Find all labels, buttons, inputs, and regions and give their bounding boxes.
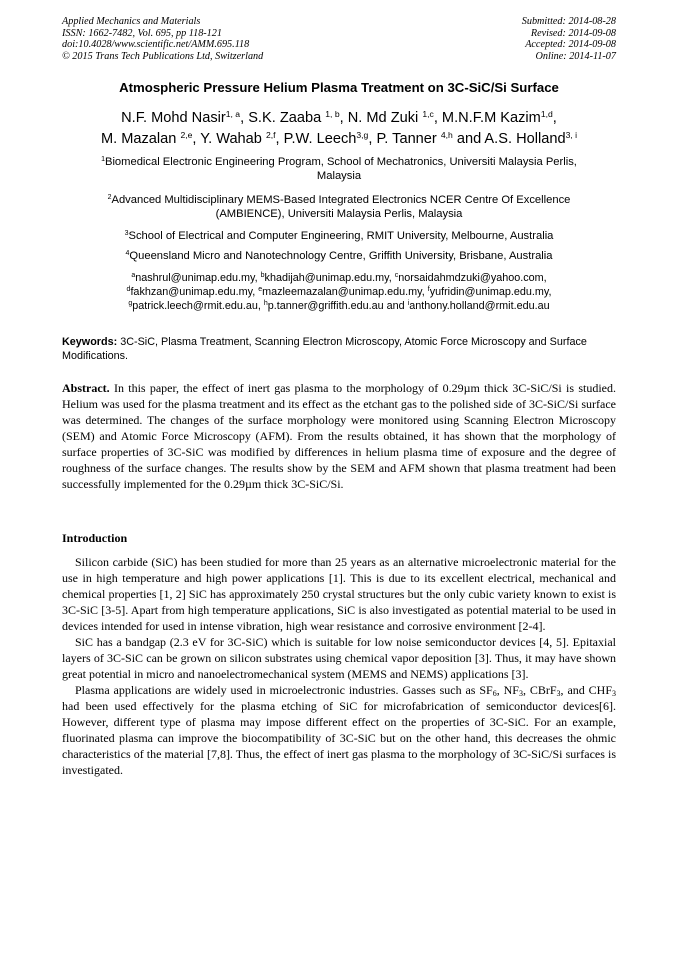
- email: yufridin@unimap.edu.my,: [429, 286, 552, 298]
- affiliation-text: Queensland Micro and Nanotechnology Centre, Griffith University, Brisbane, Australia: [129, 250, 553, 262]
- email: mazleemazalan@unimap.edu.my,: [262, 286, 428, 298]
- email: khadijah@unimap.edu.my,: [264, 272, 395, 284]
- author-sup: 4,h: [440, 130, 453, 140]
- author-emails: $^a$nashrul@unimap.edu.my, $^b$khadijah@unimap.edu.my, $^c$norsaidahmdzuki@yahoo.com, $^d$fakhzan@unimap.edu.my, $^e$mazleemazalan@unimap.edu.my, $^f$yufridin@unimap.edu.my, $^g$patrick.leech@rmit.edu.au, $^h$p.tanner@griffith.edu.au and $^i$anthony.holland@rmit.edu.au: [126, 272, 552, 312]
- paragraph: SiC has a bandgap (2.3 eV for 3C-SiC) which is suitable for low noise semiconductor devices [4, 5]. Epitaxial layers of 3C-SiC can be grown on silicon substrates using chemical vapor deposition [3]. Thus, it may have shown great potential in micro and nanoelectromechanical system (MEMS and NEMS) applications [3].: [62, 635, 616, 681]
- introduction-body: [62, 554, 616, 778]
- accepted-date: Accepted: 2014-09-08: [525, 39, 616, 50]
- journal-doi: doi:10.4028/www.scientific.net/AMM.695.118: [62, 39, 250, 50]
- affiliation-text: Malaysia: [316, 170, 362, 182]
- author: M. Mazalan: [100, 131, 181, 147]
- affiliation-sup: 4: [125, 250, 130, 257]
- email: nashrul@unimap.edu.my,: [135, 272, 261, 284]
- journal-header: [62, 16, 263, 62]
- author-sup: 1,c: [422, 109, 434, 119]
- affiliation-text: Advanced Multidisciplinary MEMS-Based Integrated Electronics NCER Centre Of Excellence: [111, 194, 571, 206]
- abstract: [62, 380, 616, 492]
- journal-name: Applied Mechanics and Materials: [62, 16, 201, 27]
- affiliation-text: (AMBIENCE), Universiti Malaysia Perlis, Malaysia: [215, 208, 463, 220]
- author: N.F. Mohd Nasir: [121, 110, 226, 126]
- affiliation-4: [62, 249, 616, 263]
- author: , P.W. Leech: [275, 131, 357, 147]
- abstract-text: In this paper, the effect of inert gas plasma to the morphology of 0.29µm thick 3C-SiC/Si is studied. Helium was used for the plasma treatment and its effect as the etchant gas to the polished side of 3C-SiC/Si surface was determined. The changes of the surface morphology were monitored using Scanning Electron Microscopy (SEM) and Atomic Force Microscopy (AFM). From the results obtained, it has shown that the morphology of surface properties of 3C-SiC was modified by differences in helium plasma time of exposure and the degree of roughness of the surface changes. The results show by the SEM and AFM shown that plasma treatment had been successfully implemented for the 0.29µm thick 3C-SiC/Si.: [62, 381, 616, 491]
- online-date: Online: 2014-11-07: [535, 50, 616, 62]
- submission-dates: [522, 16, 616, 62]
- affiliation-1: [62, 155, 616, 183]
- author-sup: 3, i: [565, 130, 578, 140]
- author-sup: 2,f: [265, 130, 276, 140]
- author-sup: 2,e: [180, 130, 193, 140]
- revised-date: Revised: 2014-09-08: [530, 27, 616, 39]
- author-sup: 1, b: [325, 109, 340, 119]
- author-list: [62, 108, 616, 150]
- author: , P. Tanner: [368, 131, 441, 147]
- author-line-2: [62, 129, 616, 150]
- paper-title: Atmospheric Pressure Helium Plasma Treatment on 3C-SiC/Si Surface: [119, 80, 559, 95]
- abstract-label: Abstract.: [62, 381, 110, 395]
- paragraph: Plasma applications are widely used in microelectronic industries. Gasses such as $SF_6$, $NF_3$, CBrF$_3$, and $CHF_3$ had been used effectively for the plasma etching of SiC for microfabrication of semiconductor devices[6]. However, different type of plasma may impose different effect on the properties of 3C-SiC. For an example, fluorinated plasma can improve the biocompatibility of 3C-SiC but on the other hand, this decreases the ohmic characteristics of the material [7,8]. Thus, the effect of inert gas plasma to the morphology of 3C-SiC/Si surfaces is investigated.: [62, 683, 617, 777]
- journal-copyright: © 2015 Trans Tech Publications Ltd, Switzerland: [62, 50, 264, 62]
- affiliation-3: [62, 229, 616, 243]
- paragraph: Silicon carbide (SiC) has been studied for more than 25 years as an alternative microelectronic material for the use in high temperature and high power applications [1]. This is due to its excellent electrical, mechanical and chemical properties [1, 2] SiC has approximately 250 crystal structures but the only cubic variety known to exist is 3C-SiC [3-5]. Apart from high temperature applications, SiC is also investigated as potential material to be used in devices intended for used in intense vibration, high wear resistance and corrosive environment [2-4].: [62, 555, 616, 633]
- author-sup: 3,g: [356, 130, 369, 140]
- keywords: [62, 335, 616, 363]
- submitted-date: Submitted: 2014-08-28: [521, 16, 616, 27]
- affiliation-text: Biomedical Electronic Engineering Program, School of Mechatronics, Universiti Malaysia Perlis,: [104, 156, 577, 168]
- email: p.tanner@griffith.edu.au: [267, 300, 384, 312]
- journal-issn: ISSN: 1662-7482, Vol. 695, pp 118-121: [62, 27, 222, 39]
- email-conjunction: and: [383, 300, 408, 312]
- author: , S.K. Zaaba: [240, 110, 326, 126]
- author: , N. Md Zuki: [339, 110, 423, 126]
- author-sep: ,: [552, 110, 557, 126]
- author: , Y. Wahab: [192, 131, 266, 147]
- keywords-label: Keywords:: [62, 336, 118, 348]
- email: norsaidahmdzuki@yahoo.com,: [398, 272, 547, 284]
- author-sup: 1,d: [540, 109, 553, 119]
- section-heading-introduction: Introduction: [62, 531, 128, 545]
- affiliation-text: School of Electrical and Computer Engineering, RMIT University, Melbourne, Australia: [128, 230, 554, 242]
- affiliation-sup: 1: [101, 156, 105, 163]
- email: fakhzan@unimap.edu.my,: [130, 286, 259, 298]
- affiliation-sup: 3: [124, 230, 129, 237]
- author-line-1: [62, 108, 616, 129]
- author: , M.N.F.M Kazim: [433, 110, 541, 126]
- affiliation-sup: 2: [107, 194, 112, 201]
- affiliation-2: [62, 193, 616, 221]
- author: and A.S. Holland: [452, 131, 566, 147]
- email: patrick.leech@rmit.edu.au,: [132, 300, 264, 312]
- keywords-text: 3C-SiC, Plasma Treatment, Scanning Electron Microscopy, Atomic Force Microscopy and Surface Modifications.: [62, 336, 587, 362]
- author-sup: 1, a: [225, 109, 241, 119]
- email: anthony.holland@rmit.edu.au: [409, 300, 550, 312]
